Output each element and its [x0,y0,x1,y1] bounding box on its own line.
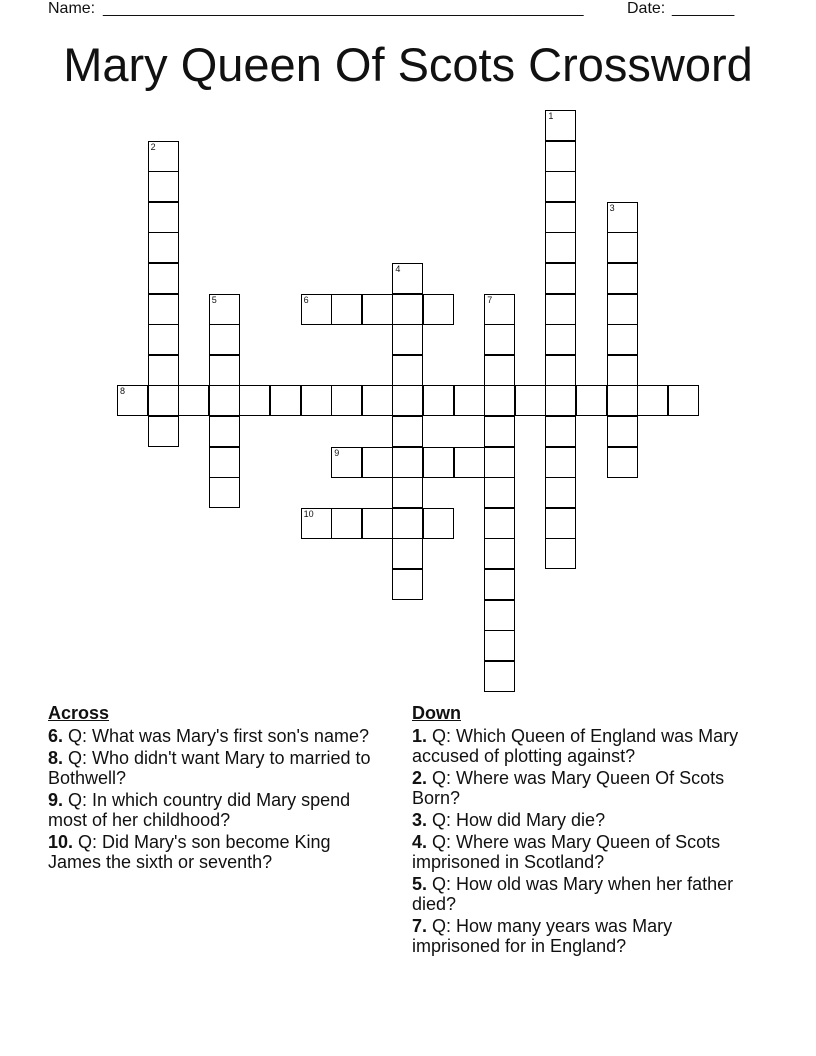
crossword-cell[interactable] [362,508,393,539]
crossword-cell[interactable] [607,416,638,447]
name-label: Name: [48,0,96,17]
crossword-cell[interactable] [331,447,362,478]
crossword-cell[interactable] [331,385,362,416]
crossword-cell[interactable] [423,447,454,478]
crossword-cell[interactable] [148,263,179,294]
clue-item [412,768,742,808]
crossword-cell[interactable] [484,661,515,692]
clue-text: Q: Where was Mary Queen Of Scots Born? [412,768,725,808]
crossword-cell[interactable] [301,508,332,539]
crossword-cell[interactable] [607,294,638,325]
crossword-cell[interactable] [331,294,362,325]
clue-text: Q: In which country did Mary spend most of her childhood? [48,790,351,830]
clue-item [412,916,742,956]
crossword-cell[interactable] [148,171,179,202]
crossword-cell[interactable] [148,416,179,447]
crossword-cell[interactable] [392,447,423,478]
crossword-cell[interactable] [637,385,668,416]
clue-number: 8. [48,748,64,768]
crossword-cell[interactable] [392,263,423,294]
clue-number: 1. [412,726,428,746]
cell-number: 2 [150,141,156,152]
down-clue-list [412,726,742,956]
clue-number: 7. [412,916,428,936]
clue-text: Q: Who didn't want Mary to married to Bothwell? [48,748,371,788]
crossword-cell[interactable] [178,385,209,416]
crossword-cell[interactable] [423,385,454,416]
crossword-cell[interactable] [392,538,423,569]
crossword-cell[interactable] [423,508,454,539]
crossword-cell[interactable] [392,294,423,325]
crossword-cell[interactable] [270,385,301,416]
crossword-cell[interactable] [607,263,638,294]
crossword-cell[interactable] [607,385,638,416]
crossword-cell[interactable] [607,355,638,386]
clue-item [412,810,742,830]
crossword-cell[interactable] [148,385,179,416]
clue-text: Q: Did Mary's son become King James the sixth or seventh? [48,832,331,872]
crossword-cell[interactable] [484,416,515,447]
crossword-cell[interactable] [301,385,332,416]
crossword-cell[interactable] [484,324,515,355]
clue-item [48,748,378,788]
crossword-cell[interactable] [209,385,240,416]
crossword-cell[interactable] [515,385,546,416]
crossword-cell[interactable] [484,538,515,569]
crossword-cell[interactable] [545,538,576,569]
crossword-cell[interactable] [668,385,699,416]
cell-number: 10 [303,508,314,519]
crossword-cell[interactable] [331,508,362,539]
crossword-cell[interactable] [545,447,576,478]
across-clues [48,702,378,874]
crossword-cell[interactable] [484,508,515,539]
crossword-cell[interactable] [148,324,179,355]
crossword-cell[interactable] [148,232,179,263]
crossword-cell[interactable] [484,600,515,631]
clue-item [48,832,378,872]
cell-number: 9 [334,447,340,458]
clue-number: 6. [48,726,64,746]
clue-number: 3. [412,810,428,830]
crossword-cell[interactable] [209,416,240,447]
crossword-cell[interactable] [362,447,393,478]
crossword-cell[interactable] [148,141,179,172]
clue-item [412,874,742,914]
cell-number: 4 [395,264,401,274]
crossword-cell[interactable] [484,355,515,386]
crossword-cell[interactable] [392,385,423,416]
clue-number: 5. [412,874,428,894]
crossword-cell[interactable] [545,477,576,508]
crossword-cell[interactable] [545,324,576,355]
clue-item [412,832,742,872]
name-blank[interactable]: ______________________________________________________ [103,0,584,17]
crossword-cell[interactable] [545,202,576,233]
crossword-cell[interactable] [607,202,638,233]
crossword-cell[interactable] [454,385,485,416]
crossword-cell[interactable] [545,355,576,386]
clue-item [48,790,378,830]
crossword-cell[interactable] [209,355,240,386]
crossword-cell[interactable] [392,416,423,447]
crossword-cell[interactable] [484,385,515,416]
down-heading: Down [412,703,461,723]
cell-number: 6 [303,294,309,305]
page-title: Mary Queen Of Scots Crossword [63,38,753,91]
clue-text: Q: Where was Mary Queen of Scots imprisoned in Scotland? [412,832,721,872]
crossword-cell[interactable] [545,416,576,447]
clue-item [48,726,378,746]
clue-number: 9. [48,790,64,810]
clue-number: 4. [412,832,428,852]
crossword-cell[interactable] [607,232,638,263]
across-heading: Across [48,703,110,723]
crossword-cell[interactable] [545,141,576,172]
clue-text: Q: How old was Mary when her father died? [412,874,734,914]
crossword-cell[interactable] [392,477,423,508]
crossword-cell[interactable] [423,294,454,325]
crossword-cell[interactable] [392,324,423,355]
crossword-cell[interactable] [362,294,393,325]
crossword-cell[interactable] [209,294,240,325]
crossword-cell[interactable] [545,171,576,202]
crossword-cell[interactable] [484,569,515,600]
cell-number: 8 [120,386,126,397]
clue-text: Q: What was Mary's first son's name? [63,726,369,746]
crossword-cell[interactable] [209,324,240,355]
crossword-cell[interactable] [545,110,576,141]
clue-text: Q: How did Mary die? [427,810,606,830]
crossword-cell[interactable] [607,324,638,355]
across-clue-list [48,726,378,872]
crossword-cell[interactable] [545,294,576,325]
crossword-cell[interactable] [148,355,179,386]
clue-text: Q: Which Queen of England was Mary accused of plotting against? [412,726,739,766]
crossword-cell[interactable] [545,232,576,263]
crossword-cell[interactable] [484,630,515,661]
cell-number: 1 [548,111,554,121]
date-blank[interactable]: _______ [672,0,735,17]
crossword-cell[interactable] [392,508,423,539]
down-clues [412,702,742,958]
crossword-cell[interactable] [454,447,485,478]
crossword-cell[interactable] [209,477,240,508]
crossword-cell[interactable] [392,355,423,386]
crossword-cell[interactable] [607,447,638,478]
cell-number: 7 [487,294,493,305]
clue-text: Q: How many years was Mary imprisoned for in England? [412,916,673,956]
crossword-cell[interactable] [576,385,607,416]
crossword-cell[interactable] [362,385,393,416]
date-label: Date: [627,0,666,17]
cell-number: 3 [609,202,615,213]
crossword-cell[interactable] [392,569,423,600]
crossword-cell[interactable] [117,385,148,416]
crossword-cell[interactable] [301,294,332,325]
clue-item [412,726,742,766]
crossword-cell[interactable] [148,202,179,233]
crossword-cell[interactable] [239,385,270,416]
crossword-cell[interactable] [484,477,515,508]
crossword-cell[interactable] [484,447,515,478]
crossword-cell[interactable] [484,294,515,325]
crossword-cell[interactable] [148,294,179,325]
crossword-cell[interactable] [545,385,576,416]
crossword-cell[interactable] [209,447,240,478]
crossword-cell[interactable] [545,263,576,294]
cell-number: 5 [211,294,217,305]
crossword-cell[interactable] [545,508,576,539]
clue-number: 2. [412,768,428,788]
clue-number: 10. [48,832,74,852]
